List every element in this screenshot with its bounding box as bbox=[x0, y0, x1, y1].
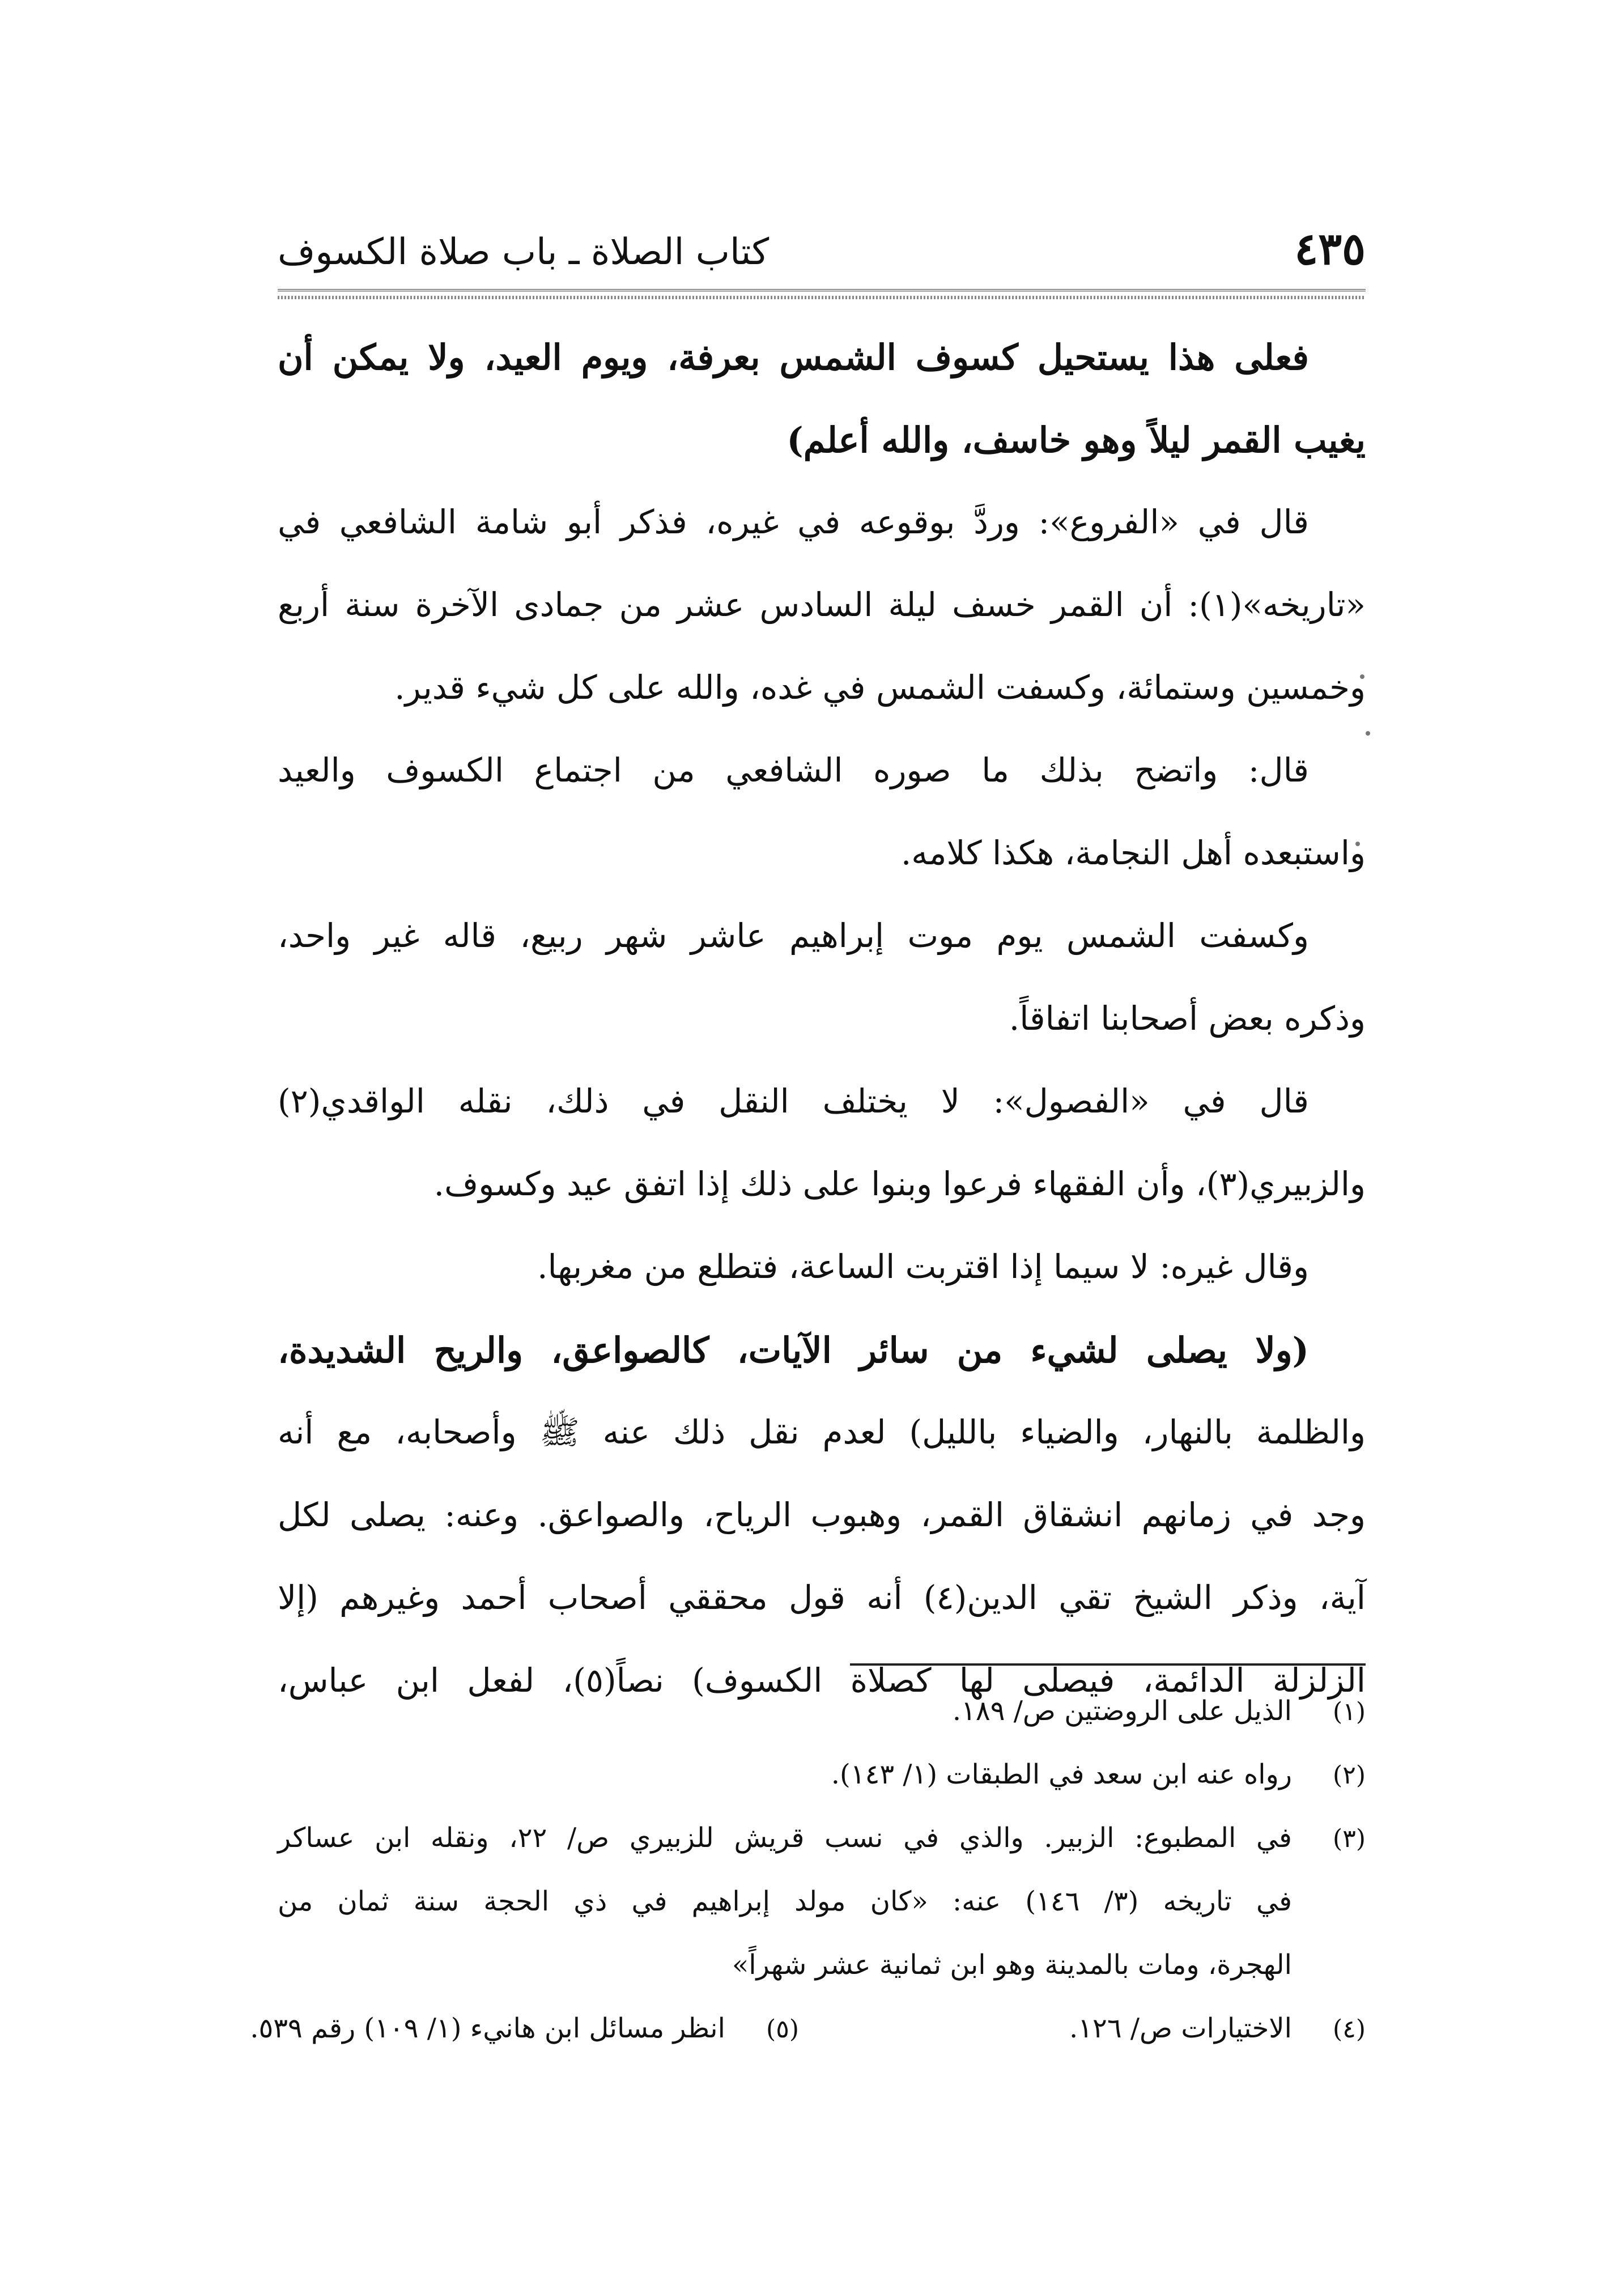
text-line: «تاريخه»(١): أن القمر خسف ليلة السادس عشر من جمادى الآخرة سنة أربع bbox=[278, 585, 1366, 624]
footnote-number: (١) bbox=[1333, 1697, 1366, 1726]
footnote-text: الذيل على الروضتين ص/ ١٨٩. bbox=[952, 1695, 1292, 1727]
footnote-number: (٥) bbox=[766, 2015, 799, 2044]
text-line: آية، وذكر الشيخ تقي الدين(٤) أنه قول محققي أصحاب أحمد وغيرهم (إلا bbox=[278, 1578, 1366, 1617]
text-line: قال في «الفروع»: وردَّ بوقوعه في غيره، فذكر أبو شامة الشافعي في bbox=[278, 503, 1309, 541]
text-line: يغيب القمر ليلاً وهو خاسف، والله أعلم) bbox=[787, 419, 1366, 461]
text-line: وكسفت الشمس يوم موت إبراهيم عاشر شهر ربيع، قاله غير واحد، bbox=[278, 916, 1309, 955]
margin-mark bbox=[1366, 731, 1370, 736]
footnote bbox=[278, 1692, 1366, 1755]
header-rule bbox=[278, 289, 1366, 291]
footnote-rule bbox=[850, 1663, 1366, 1666]
footnote-number: (٣) bbox=[1333, 1824, 1366, 1853]
text-line: والظلمة بالنهار، والضياء بالليل) لعدم نقل ذلك عنه ﷺ وأصحابه، مع أنه bbox=[278, 1413, 1366, 1451]
text-line: قال: واتضح بذلك ما صوره الشافعي من اجتماع الكسوف والعيد bbox=[278, 751, 1309, 789]
text-line: واستبعده أهل النجامة، هكذا كلامه. bbox=[900, 834, 1366, 872]
text-line: فعلى هذا يستحيل كسوف الشمس بعرفة، ويوم العيد، ولا يمكن أن bbox=[278, 337, 1309, 378]
main-text bbox=[278, 337, 1366, 1747]
footnote bbox=[278, 1819, 1366, 1882]
footnote-continuation bbox=[278, 1882, 1366, 1946]
footnote-text: في المطبوع: الزبير. والذي في نسب قريش للزبيري ص/ ٢٢، ونقله ابن عساكر bbox=[278, 1822, 1292, 1854]
text-line: (ولا يصلى لشيء من سائر الآيات، كالصواعق، والريح الشديدة، bbox=[278, 1330, 1309, 1371]
text-line: وخمسين وستمائة، وكسفت الشمس في غده، والله على كل شيء قدير. bbox=[394, 668, 1366, 707]
text-line: والزبيري(٣)، وأن الفقهاء فرعوا وبنوا على ذلك إذا اتفق عيد وكسوف. bbox=[433, 1165, 1366, 1203]
footnote-text: الهجرة، ومات بالمدينة وهو ابن ثمانية عشر شهراً» bbox=[732, 1949, 1292, 1981]
header-rule-dotted bbox=[278, 296, 1366, 299]
footnote-text: انظر مسائل ابن هانيء (١/ ١٠٩) رقم ٥٣٩. bbox=[250, 2012, 725, 2044]
text-line: وجد في زمانهم انشقاق القمر، وهبوب الرياح، والصواعق. وعنه: يصلى لكل bbox=[278, 1496, 1366, 1534]
page-number: ٤٣٥ bbox=[1294, 223, 1366, 275]
footnotes bbox=[250, 1692, 1366, 2073]
page-header bbox=[278, 221, 1366, 283]
text-line: وقال غيره: لا سيما إذا اقتربت الساعة، فتطلع من مغربها. bbox=[537, 1247, 1309, 1286]
text-line: الزلزلة الدائمة، فيصلى لها كصلاة الكسوف) نصاً(٥)، لفعل ابن عباس، bbox=[278, 1661, 1366, 1700]
footnote-pair bbox=[250, 2009, 1366, 2073]
footnote-text: رواه عنه ابن سعد في الطبقات (١/ ١٤٣). bbox=[831, 1759, 1292, 1790]
footnote-continuation bbox=[278, 1946, 1366, 2009]
footnote-number: (٢) bbox=[1333, 1761, 1366, 1790]
footnote bbox=[278, 1755, 1366, 1819]
footnote-text: الاختيارات ص/ ١٢٦. bbox=[1069, 2012, 1292, 2044]
footnote-text: في تاريخه (٣/ ١٤٦) عنه: «كان مولد إبراهيم في ذي الحجة سنة ثمان من bbox=[278, 1886, 1293, 1917]
footnote-number: (٤) bbox=[1333, 2015, 1366, 2044]
text-line: قال في «الفصول»: لا يختلف النقل في ذلك، نقله الواقدي(٢) bbox=[278, 1082, 1309, 1120]
running-title: كتاب الصلاة ـ باب صلاة الكسوف bbox=[278, 231, 770, 273]
text-line: وذكره بعض أصحابنا اتفاقاً. bbox=[1009, 999, 1366, 1038]
